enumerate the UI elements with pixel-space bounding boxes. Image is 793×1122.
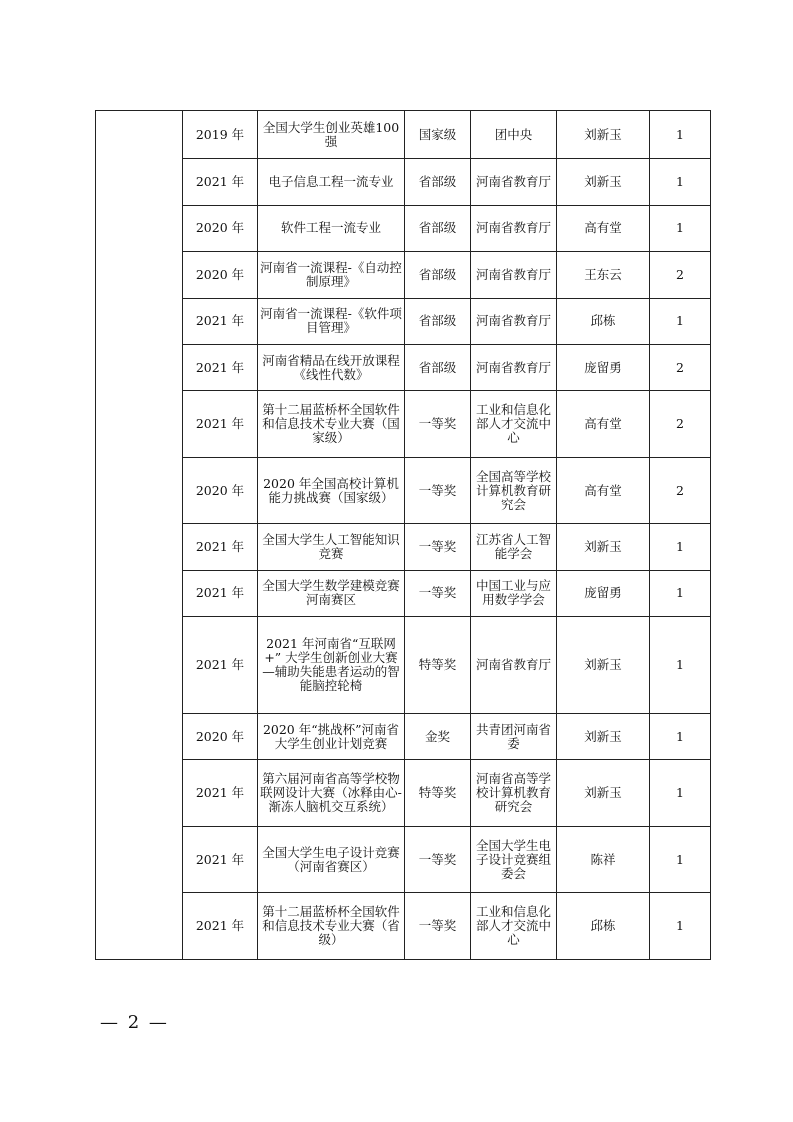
year-cell: 2021 年 — [183, 826, 258, 893]
award-cell: 电子信息工程一流专业 — [258, 159, 405, 205]
level-cell: 省部级 — [405, 205, 471, 251]
count-cell: 1 — [650, 570, 711, 616]
table-row — [96, 826, 711, 893]
table-row — [96, 457, 711, 524]
table-row — [96, 893, 711, 960]
table-row — [96, 252, 711, 298]
year-cell: 2021 年 — [183, 893, 258, 960]
table-body — [96, 111, 711, 960]
table-row — [96, 713, 711, 759]
year-cell: 2021 年 — [183, 760, 258, 827]
person-cell: 高有堂 — [557, 457, 650, 524]
person-cell: 刘新玉 — [557, 713, 650, 759]
year-cell: 2021 年 — [183, 570, 258, 616]
level-cell: 一等奖 — [405, 826, 471, 893]
award-cell: 河南省精品在线开放课程《线性代数》 — [258, 344, 405, 390]
org-cell: 共青团河南省委 — [471, 713, 557, 759]
award-cell: 全国大学生人工智能知识竞赛 — [258, 524, 405, 570]
award-cell: 2020 年“挑战杯”河南省大学生创业计划竞赛 — [258, 713, 405, 759]
org-cell: 河南省高等学校计算机教育研究会 — [471, 760, 557, 827]
table-row — [96, 570, 711, 616]
award-cell: 第十二届蓝桥杯全国软件和信息技术专业大赛（国家级） — [258, 391, 405, 458]
page-number: — 2 — — [100, 1012, 169, 1033]
count-cell: 1 — [650, 617, 711, 714]
table-row — [96, 344, 711, 390]
org-cell: 全国大学生电子设计竞赛组委会 — [471, 826, 557, 893]
year-cell: 2021 年 — [183, 524, 258, 570]
count-cell: 1 — [650, 524, 711, 570]
org-cell: 团中央 — [471, 111, 557, 159]
year-cell: 2021 年 — [183, 344, 258, 390]
level-cell: 省部级 — [405, 159, 471, 205]
table-row — [96, 617, 711, 714]
award-cell: 2020 年全国高校计算机能力挑战赛（国家级） — [258, 457, 405, 524]
org-cell: 中国工业与应用数学学会 — [471, 570, 557, 616]
year-cell: 2021 年 — [183, 159, 258, 205]
level-cell: 金奖 — [405, 713, 471, 759]
count-cell: 1 — [650, 893, 711, 960]
award-cell: 第十二届蓝桥杯全国软件和信息技术专业大赛（省级） — [258, 893, 405, 960]
person-cell: 刘新玉 — [557, 111, 650, 159]
year-cell: 2020 年 — [183, 457, 258, 524]
year-cell: 2021 年 — [183, 391, 258, 458]
org-cell: 河南省教育厅 — [471, 298, 557, 344]
person-cell: 刘新玉 — [557, 760, 650, 827]
year-cell: 2020 年 — [183, 713, 258, 759]
person-cell: 刘新玉 — [557, 159, 650, 205]
year-cell: 2021 年 — [183, 617, 258, 714]
level-cell: 特等奖 — [405, 760, 471, 827]
org-cell: 河南省教育厅 — [471, 252, 557, 298]
table-row — [96, 111, 711, 159]
category-cell — [96, 111, 183, 960]
org-cell: 河南省教育厅 — [471, 344, 557, 390]
org-cell: 江苏省人工智能学会 — [471, 524, 557, 570]
person-cell: 庞留勇 — [557, 570, 650, 616]
count-cell: 2 — [650, 457, 711, 524]
level-cell: 省部级 — [405, 298, 471, 344]
org-cell: 工业和信息化部人才交流中心 — [471, 893, 557, 960]
award-cell: 全国大学生电子设计竞赛（河南省赛区） — [258, 826, 405, 893]
count-cell: 2 — [650, 391, 711, 458]
person-cell: 高有堂 — [557, 205, 650, 251]
level-cell: 一等奖 — [405, 457, 471, 524]
count-cell: 1 — [650, 713, 711, 759]
award-cell: 全国大学生创业英雄100强 — [258, 111, 405, 159]
org-cell: 工业和信息化部人才交流中心 — [471, 391, 557, 458]
award-cell: 河南省一流课程-《自动控制原理》 — [258, 252, 405, 298]
level-cell: 一等奖 — [405, 524, 471, 570]
count-cell: 1 — [650, 760, 711, 827]
person-cell: 邱栋 — [557, 298, 650, 344]
person-cell: 高有堂 — [557, 391, 650, 458]
count-cell: 1 — [650, 111, 711, 159]
count-cell: 2 — [650, 252, 711, 298]
level-cell: 一等奖 — [405, 893, 471, 960]
level-cell: 省部级 — [405, 344, 471, 390]
org-cell: 河南省教育厅 — [471, 159, 557, 205]
org-cell: 河南省教育厅 — [471, 205, 557, 251]
level-cell: 一等奖 — [405, 570, 471, 616]
year-cell: 2020 年 — [183, 205, 258, 251]
year-cell: 2019 年 — [183, 111, 258, 159]
year-cell: 2020 年 — [183, 252, 258, 298]
table-row — [96, 391, 711, 458]
count-cell: 1 — [650, 826, 711, 893]
person-cell: 刘新玉 — [557, 524, 650, 570]
table-row — [96, 524, 711, 570]
level-cell: 省部级 — [405, 252, 471, 298]
person-cell: 陈祥 — [557, 826, 650, 893]
year-cell: 2021 年 — [183, 298, 258, 344]
award-cell: 河南省一流课程-《软件项目管理》 — [258, 298, 405, 344]
count-cell: 1 — [650, 205, 711, 251]
person-cell: 王东云 — [557, 252, 650, 298]
person-cell: 刘新玉 — [557, 617, 650, 714]
count-cell: 1 — [650, 159, 711, 205]
table-row — [96, 159, 711, 205]
level-cell: 特等奖 — [405, 617, 471, 714]
award-cell: 2021 年河南省“互联网+” 大学生创新创业大赛—辅助失能患者运动的智能脑控轮椅 — [258, 617, 405, 714]
table-row — [96, 205, 711, 251]
org-cell: 全国高等学校计算机教育研究会 — [471, 457, 557, 524]
count-cell: 2 — [650, 344, 711, 390]
person-cell: 邱栋 — [557, 893, 650, 960]
person-cell: 庞留勇 — [557, 344, 650, 390]
level-cell: 国家级 — [405, 111, 471, 159]
achievements-table — [95, 110, 711, 960]
award-cell: 软件工程一流专业 — [258, 205, 405, 251]
org-cell: 河南省教育厅 — [471, 617, 557, 714]
award-cell: 第六届河南省高等学校物联网设计大赛（冰释由心-渐冻人脑机交互系统） — [258, 760, 405, 827]
count-cell: 1 — [650, 298, 711, 344]
table-row — [96, 760, 711, 827]
award-cell: 全国大学生数学建模竞赛河南赛区 — [258, 570, 405, 616]
table-row — [96, 298, 711, 344]
level-cell: 一等奖 — [405, 391, 471, 458]
